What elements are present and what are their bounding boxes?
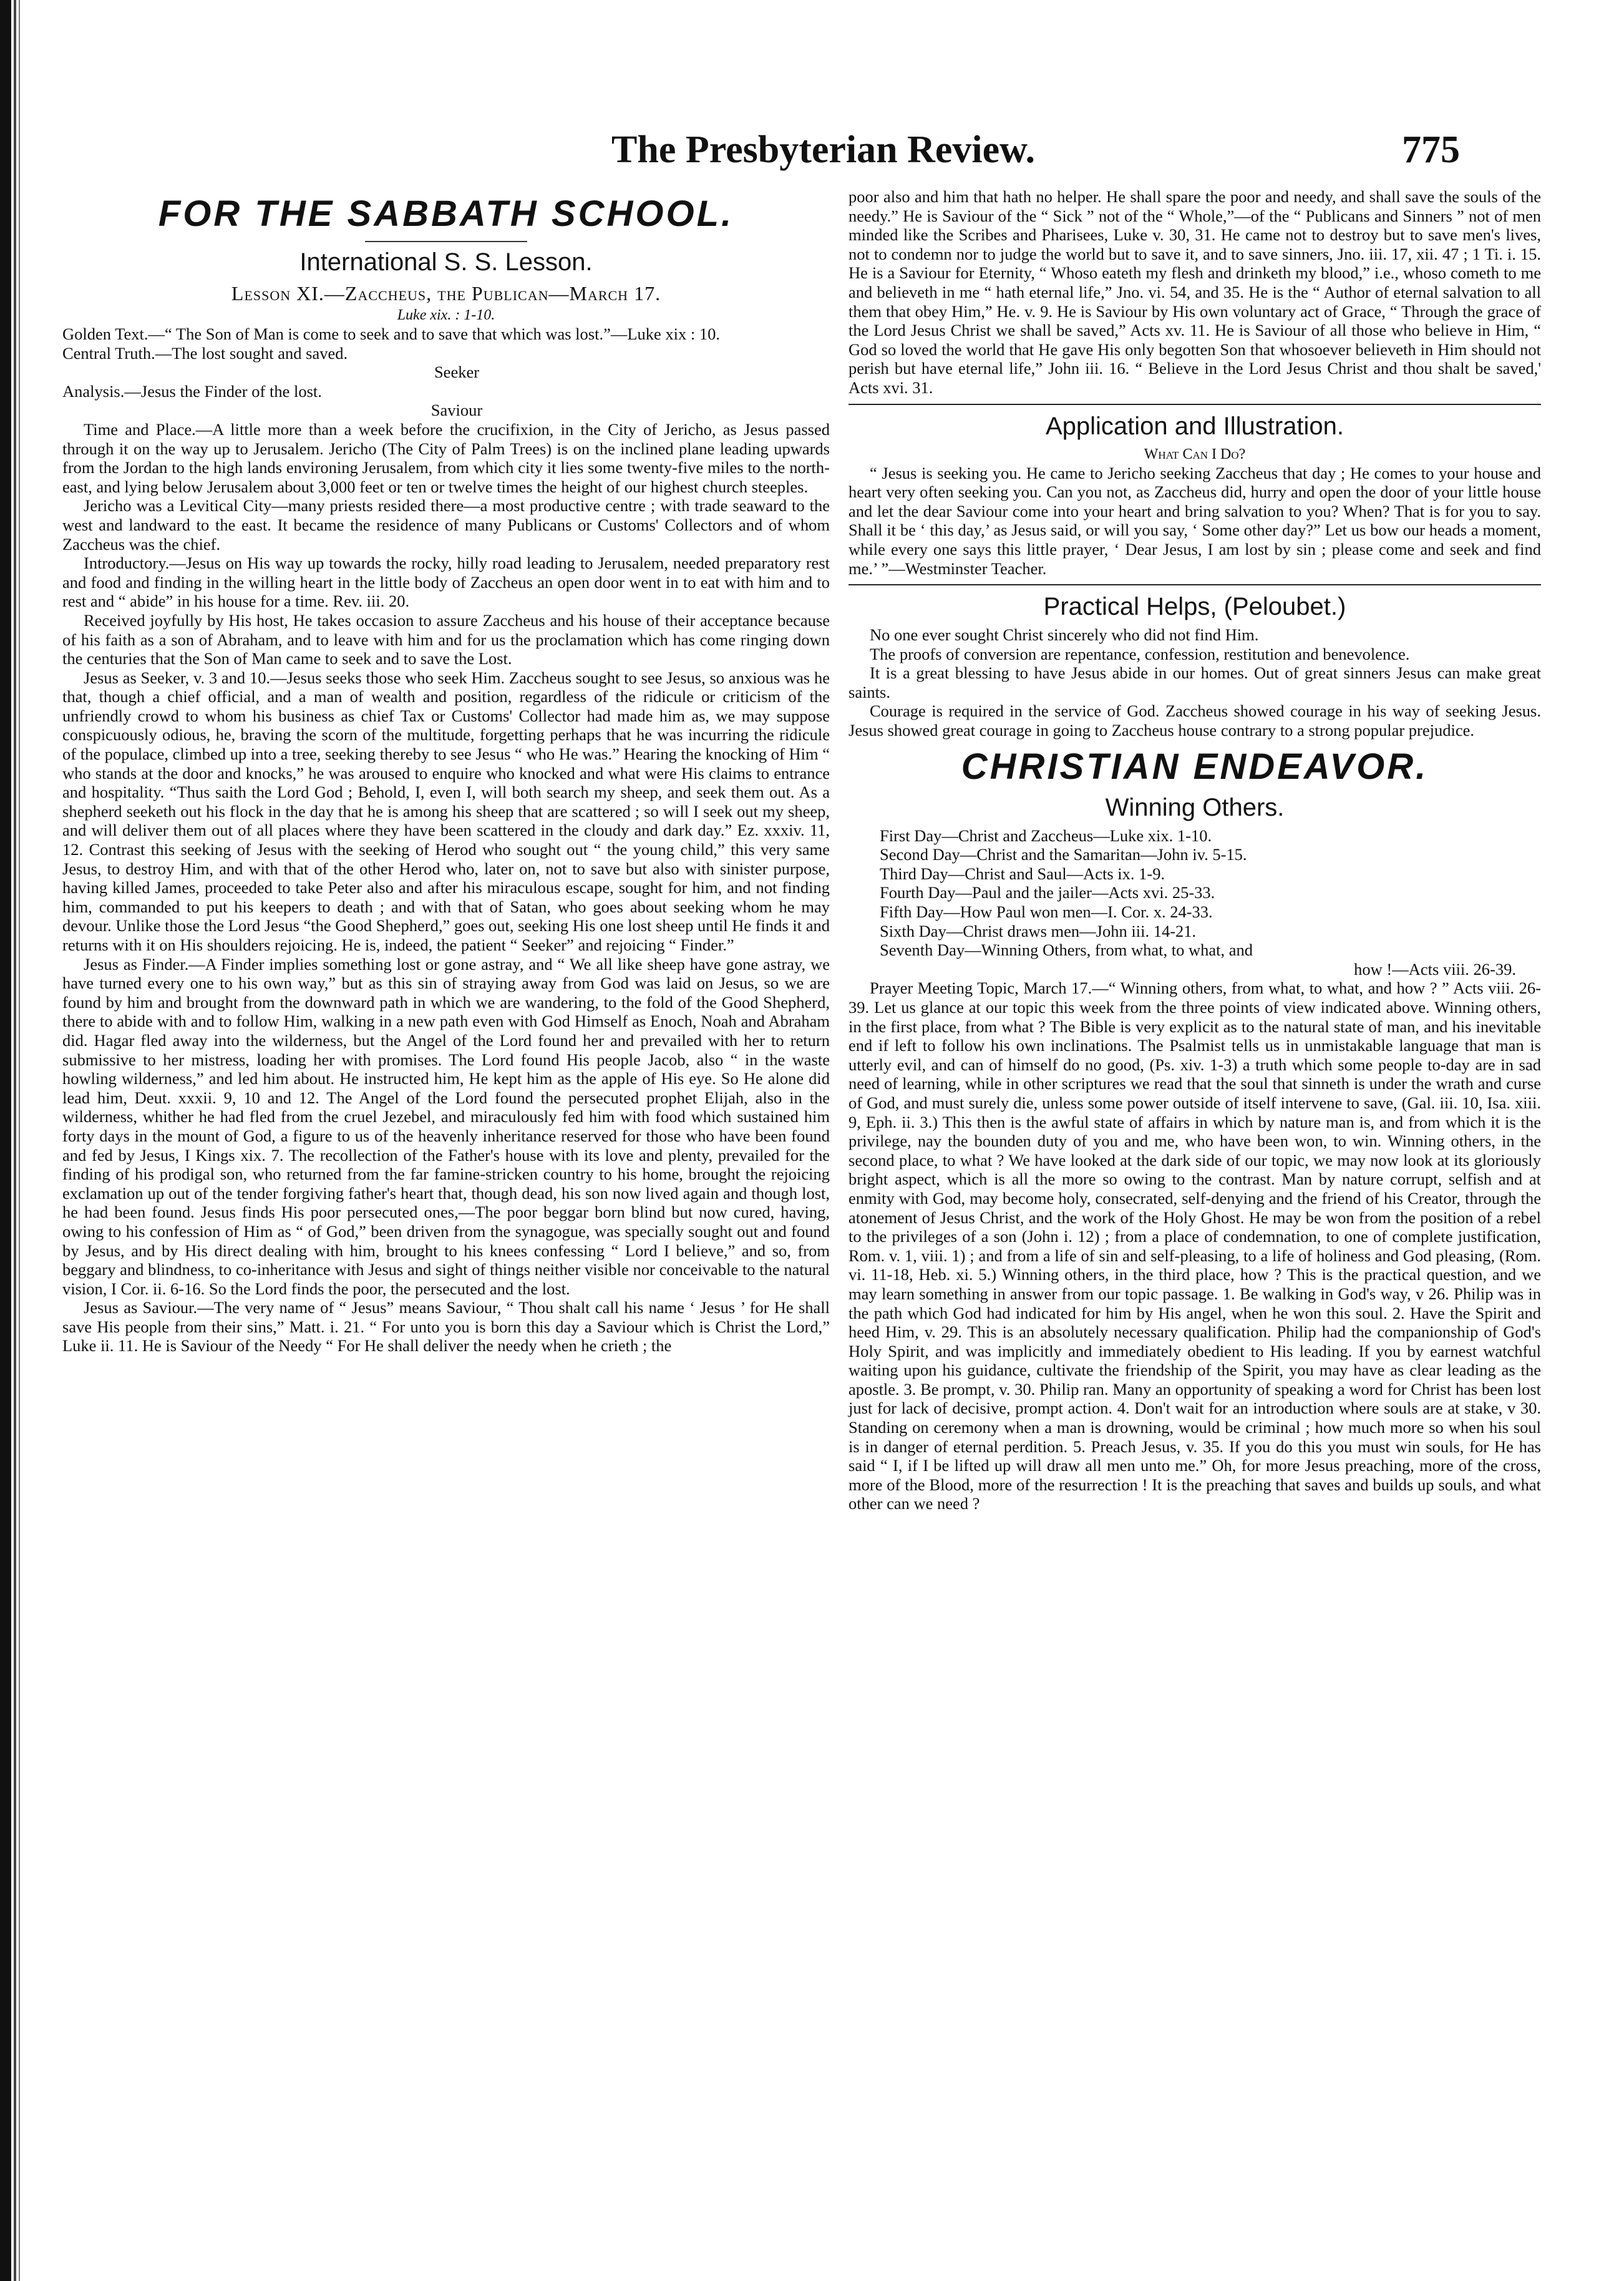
paragraph-introductory: Introductory.—Jesus on His way up towards the rocky, hilly road leading to Jerusalem, needed preparatory rest and food and finding in the willing heart in the little body of Zaccheus an open door went in to eat with him and to rest and “ abide” in his house for a time. Rev. iii. 20.	[62, 554, 830, 611]
reading-day: First Day—Christ and Zaccheus—Luke xix. 1-10.	[880, 826, 1212, 845]
reading-day: Sixth Day—Christ draws men—John iii. 14-21.	[880, 921, 1197, 940]
section-title: FOR THE SABBATH SCHOOL.	[158, 193, 734, 234]
christian-endeavor-subheading: Winning Others.	[1105, 793, 1285, 821]
paragraph-received: Received joyfully by His host, He takes occasion to assure Zaccheus and his house of their acceptance because of his faith as a son of Abraham, and to leave with him and for us the proclamation which has come ringing down the centuries that the Son of Man came to seek and to save the Lost.	[62, 610, 830, 668]
page-header	[611, 128, 1460, 184]
divider	[848, 404, 1541, 405]
paragraph-jericho: Jericho was a Levitical City—many priests resided there—a most productive centre ; with trade seaward to the west and landward to the east. It became the residence of many Publicans or Customs' Collectors and of whom Zaccheus was the chief.	[62, 496, 830, 554]
reading-day-tail: how !—Acts viii. 26-39.	[1354, 959, 1516, 979]
reading-day: Second Day—Christ and the Samaritan—John iv. 5-15.	[880, 845, 1247, 864]
daily-readings	[848, 826, 1541, 979]
application-subheading: What Can I Do?	[1144, 446, 1246, 462]
christian-endeavor-heading: CHRISTIAN ENDEAVOR.	[961, 746, 1429, 787]
lesson-title: Lesson XI.—Zaccheus, the Publican—March 17.	[231, 282, 661, 305]
paragraph-jesus-as-finder: Jesus as Finder.—A Finder implies something lost or gone astray, and “ We all like sheep have gone astray, we have turned every one to his own way,” but as this sin of straying away from God was laid on Jesus, so we are found by him and brought from the downward path in which we are wandering, to the fold of the Good Shepherd, there to abide with and to follow Him, walking in a new path even with God Himself as Enoch, Noah and Abraham did. Hagar fled away into the wilderness, but the Angel of the Lord found her and prevailed with her to return submissive to her mistress, loading her with promises. The Lord found His people Jacob, also “ in the waste howling wilderness,” and led him about. He instructed him, He kept him as the apple of His eye. So He alone did lead him, Deut. xxxii. 9, 10 and 12. The Angel of the Lord found the persecuted prophet Elijah, also in the wilderness, whither he had fled from the cruel Jezebel, and miraculously fed him with food which sustained him forty days in the mount of God, a figure to us of the heavenly inheritance reserved for those who have been found and fed by Jesus, I Kings xix. 7. The recollection of the Father's house with its love and plenty, prevailed for the finding of his prodigal son, who returned from the far famine-stricken country to his home, brought the rejoicing exclamation up out of the tender forgiving father's heart that, though dead, his son now lived again and though lost, he had been found. Jesus finds His poor persecuted ones,—The poor beggar born blind but now cured, having, owing to his confession of Him as “ of God,” been driven from the synagogue, was specially sought out and found by Jesus, and by His direct dealing with him, brought to his knees confessing “ Lord I believe,” and so, from beggary and blindness, to co-inheritance with Jesus and sight of things neither visible nor conceivable to the natural vision, I Cor. ii. 6-16. So the Lord finds the poor, the persecuted and the lost.	[62, 954, 830, 1298]
prayer-meeting-topic: Prayer Meeting Topic, March 17.—“ Winning others, from what, to what, and how ? ” Acts viii. 26-39. Let us glance at our topic this week from the three points of view indicated above. Winning others, in the first place, from what ? The Bible is very explicit as to the natural state of man, and his inevitable end if left to follow his own inclinations. The Psalmist tells us in unmistakable language that man is utterly evil, and can of himself do no good, (Ps. xiv. 1-3) a truth which some people to-day are in sad need of learning, while in other scriptures we read that the soul that sinneth is under the wrath and curse of God, and must surely die, unless some power outside of itself intervene to save, (Gal. iii. 10, Isa. xiii. 9, Eph. ii. 3.) This then is the awful state of affairs in which by nature man is, and from which it is the privilege, nay the bounden duty of you and me, who have been won, to win. Winning others, in the second place, to what ? We have looked at the dark side of our topic, we may now look at its gloriously bright aspect, which is all the more so owing to the contrast. Man by nature corrupt, selfish and at enmity with God, may become holy, consecrated, self-denying and the friend of his Creator, through the atonement of Jesus Christ, and the work of the Holy Ghost. He may be won from the position of a rebel to the privileges of a son (John i. 12) ; from a place of condemnation, to one of complete justification, Rom. v. 1, viii. 1) ; and from a life of sin and self-pleasing, to a life of holiness and God pleasing, (Rom. vi. 11-18, Heb. xi. 5.) Winning others, in the third place, how ? This is the practical question, and we may learn something in answer from our topic passage. 1. Be walking in God's way, v 26. Philip was in the path which God had indicated for him by His angel, when he won this soul. 2. Have the Spirit and heed Him, v. 29. This is an absolutely necessary qualification. Philip had the companionship of God's Holy Spirit, and was implicitly and immediately obedient to His leading. If you by earnest watchful waiting upon his guidance, cultivate the friendship of the Spirit, you may have as clear leading as the apostle. 3. Be prompt, v. 30. Philip ran. Many an opportunity of speaking a word for Christ has been lost just for lack of decisive, prompt action. 4. Don't wait for an introduction where souls are at stake, v 30. Standing on ceremony when a man is drowning, would be criminal ; how much more so when his soul is in danger of eternal perdition. 5. Preach Jesus, v. 35. If you do this you must win souls, for He has said “ I, if I be lifted up will draw all men unto me.” Oh, for more Jesus preaching, more of the cross, more of the Blood, more of the resurrection ! It is the preaching that saves and builds up souls, and what other can we need ?	[848, 979, 1541, 1513]
application-text: “ Jesus is seeking you. He came to Jericho seeking Zaccheus that day ; He comes to your house and heart very often seeking you. Can you not, as Zaccheus did, hurry and open the door of your little house and let the dear Saviour come into your heart and bring salvation to you? When? That is for you to say. Shall it be ‘ this day,’ as Jesus said, or will you say, ‘ Some other day?” Let us bow our heads a moment, while every one says this little prayer, ‘ Dear Jesus, I am lost by sin ; please come and seek and find me.’ ”—Westminster Teacher.	[848, 463, 1541, 578]
paragraph-time-and-place: Time and Place.—A little more than a week before the crucifixion, in the City of Jericho, as Jesus passed through it on the way up to Jerusalem. Jericho (The City of Palm Trees) is on the inclined plane leading upwards from the Jordan to the high lands environing Jerusalem, from which city it lies some twenty-five miles to the north-east, and lying below Jerusalem about 3,000 feet or ten or twelve times the height of our highest church steeples.	[62, 419, 830, 496]
help-item: The proofs of conversion are repentance, confession, restitution and benevolence.	[870, 644, 1410, 663]
golden-text: Golden Text.—“ The Son of Man is come to seek and to save that which was lost.”—Luke xix : 10.	[62, 325, 721, 343]
practical-helps-heading: Practical Helps, (Peloubet.)	[1043, 593, 1346, 621]
central-truth: Central Truth.—The lost sought and saved.	[62, 343, 348, 363]
page-number: 775	[1402, 129, 1460, 171]
help-item: It is a great blessing to have Jesus abide in our homes. Out of great sinners Jesus can make great saints.	[848, 663, 1541, 701]
reading-day: Fourth Day—Paul and the jailer—Acts xvi. 25-33.	[880, 883, 1215, 902]
lesson-series: International S. S. Lesson.	[299, 248, 593, 276]
analysis: Analysis.—Jesus the Finder of the lost.	[62, 381, 322, 401]
help-item: Courage is required in the service of God. Zaccheus showed courage in his way of seeking Jesus. Jesus showed great courage in going to Zaccheus house contrary to a strong popular prejudice.	[848, 701, 1541, 740]
help-item: No one ever sought Christ sincerely who did not find Him.	[870, 625, 1259, 645]
right-column	[848, 187, 1541, 1513]
periodical-title: The Presbyterian Review.	[611, 129, 1036, 171]
lesson-reference: Luke xix. : 1-10.	[397, 307, 495, 323]
divider	[848, 584, 1541, 585]
reading-day: Seventh Day—Winning Others, from what, to what, and	[880, 940, 1253, 960]
analysis-seeker: Seeker	[434, 363, 480, 382]
application-heading: Application and Illustration.	[1045, 412, 1344, 440]
reading-day: Third Day—Christ and Saul—Acts ix. 1-9.	[880, 864, 1165, 883]
reading-day: Fifth Day—How Paul won men—I. Cor. x. 24-33.	[880, 902, 1213, 922]
page-edge-binding	[0, 0, 44, 2281]
left-column	[62, 187, 830, 1355]
analysis-saviour: Saviour	[430, 401, 483, 420]
divider	[365, 241, 527, 242]
paragraph-saviour-continued: poor also and him that hath no helper. He shall spare the poor and needy, and shall save the souls of the needy.” He is Saviour of the “ Sick ” not of the “ Whole,”—of the “ Publicans and Sinners ” not of men minded like the Scribes and Pharisees, Luke v. 30, 31. He came not to destroy but to save men's lives, not to condemn nor to judge the world but to save it, and to save sinners, Jno. iii. 17, xii. 47 ; 1 Ti. i. 15. He is a Saviour for Eternity, “ Whoso eateth my flesh and drinketh my blood,” i.e., whoso cometh to me and believeth in me “ hath eternal life,” Jno. vi. 54, and 35. He is the “ Author of eternal salvation to all them that obey Him,” He. v. 9. He is Saviour by His own voluntary act of Grace, “ Through the grace of the Lord Jesus Christ we shall be saved,” Acts xv. 11. He is Saviour of all those who believe in Him, “ God so loved the world that He gave His only begotten Son that whosoever believeth in Him should not perish but have eternal life,” John iii. 16. “ Believe in the Lord Jesus Christ and thou shalt be saved,' Acts xvi. 31.	[848, 187, 1541, 397]
paragraph-jesus-as-seeker: Jesus as Seeker, v. 3 and 10.—Jesus seeks those who seek Him. Zaccheus sought to see Jesus, so anxious was he that, though a chief official, and a man of wealth and position, regardless of the ridicule or criticism of the unfriendly crowd to whom his business as chief Tax or Customs' Collector had made him as, we may suppose conspicuously odious, he, braving the scorn of the multitude, forgetting perhaps that he was incurring the ridicule of the populace, climbed up into a tree, seeking thereby to see Jesus “ who He was.” Hearing the knocking of Him “ who stands at the door and knocks,” he was aroused to enquire who knocked and what were His claims to entrance and hospitality. “Thus saith the Lord God ; Behold, I, even I, will both search my sheep, and seek them out. As a shepherd seeketh out his flock in the day that he is among his sheep that are scattered ; so will I seek out my sheep, and will deliver them out of all places where they have been scattered in the cloudy and dark day.” Ez. xxxiv. 11, 12. Contrast this seeking of Jesus with the seeking of Herod who sought out “ the young child,” this very same Jesus, to destroy Him, and with that of the other Herod who, later on, not to save but also with sinister purpose, having killed James, proceeded to take Peter also and after his miraculous escape, sought for him, and not finding him, commanded to put his keepers to death ; and with that of Satan, who goes about seeking whom he may devour. Unlike those the Lord Jesus “the Good Shepherd,” goes out, seeking His one lost sheep until He finds it and returns with it on His shoulders rejoicing. He is, indeed, the patient “ Seeker” and rejoicing “ Finder.”	[62, 668, 830, 954]
paragraph-jesus-as-saviour: Jesus as Saviour.—The very name of “ Jesus” means Saviour, “ Thou shalt call his name ‘ Jesus ’ for He shall save His people from their sins,” Matt. i. 21. “ For unto you is born this day a Saviour which is Christ the Lord,” Luke ii. 11. He is Saviour of the Needy “ For He shall deliver the needy when he crieth ; the	[62, 1298, 830, 1355]
